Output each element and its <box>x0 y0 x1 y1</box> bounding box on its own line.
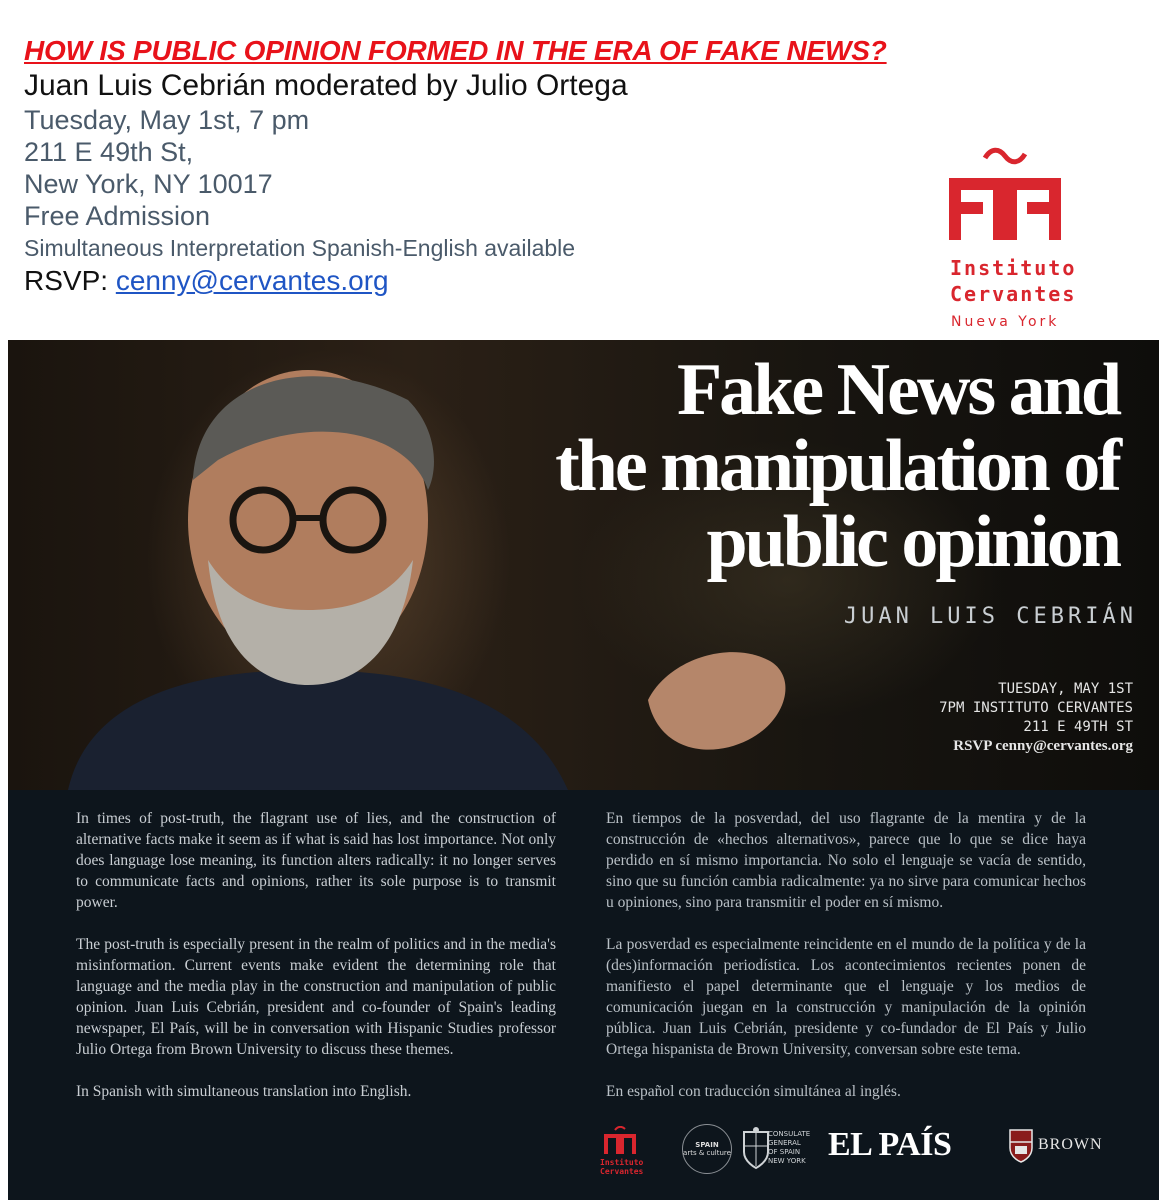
poster-title-line-3: public opinion <box>706 501 1119 583</box>
event-date: Tuesday, May 1st, 7 pm <box>24 105 310 135</box>
rsvp-label: RSVP: <box>24 265 116 296</box>
admission: Free Admission <box>24 201 211 231</box>
rsvp-email-link[interactable]: cenny@cervantes.org <box>115 265 389 296</box>
consulate-logo-text <box>768 1130 810 1166</box>
consulate-line-1: CONSULATE <box>768 1130 811 1138</box>
spanish-description <box>606 808 1086 1123</box>
consulate-line-2: GENERAL <box>768 1139 801 1147</box>
address-line-1: 211 E 49th St, <box>24 137 194 167</box>
english-paragraph-3: In Spanish with simultaneous translation into English. <box>76 1083 412 1100</box>
english-paragraph-2: The post-truth is especially present in the realm of politics and in the media's misinformation. Current events make evident the determining role that language and the media play in the construction and manipulation of public opinion. Juan Luis Cebrián, president and co-founder of Spain's leading newspaper, El País, will be in conversation with Hispanic Studies professor Julio Ortega from Brown University to discuss these themes. <box>76 936 556 1058</box>
speaker-photo <box>8 340 1159 790</box>
poster-date: TUESDAY, MAY 1ST <box>998 681 1133 697</box>
poster-title-line-2: the manipulation of <box>555 425 1119 507</box>
logo-word-nueva-york: Nueva York <box>951 314 1060 330</box>
poster-address: 211 E 49TH ST <box>1023 719 1133 735</box>
spain-logo-line-1: SPAIN <box>695 1141 719 1149</box>
poster-time-venue: 7PM INSTITUTO CERVANTES <box>939 700 1133 716</box>
event-poster <box>8 340 1159 1200</box>
interpretation-note: Simultaneous Interpretation Spanish-English available <box>24 235 576 261</box>
speakers: Juan Luis Cebrián moderated by Julio Ortega <box>24 69 628 102</box>
el-pais-logo: EL PAÍS <box>828 1126 952 1163</box>
spanish-paragraph-2: La posverdad es especialmente reincidente en el mundo de la política y de la (des)información periodística. Los acontecimientos recientes ponen de manifiesto el papel determinante que el lenguaje y los medios de comunicación juegan en la construcción y manipulación de la opinión pública. Juan Luis Cebrián, presidente y co-fundador de El País y Julio Ortega hispanista de Brown University, conversan sobre este tema. <box>606 936 1086 1058</box>
english-paragraph-1: In times of post-truth, the flagrant use of lies, and the construction of alternative facts make it seem as if what is said has lost importance. Not only does language lose meaning, its function alters radically: it no longer serves to communicate facts and opinions, rather its sole purpose is to transmit power. <box>76 810 556 911</box>
consulate-line-3: OF SPAIN <box>768 1148 801 1156</box>
instituto-cervantes-mini-icon <box>600 1126 640 1156</box>
address-line-2: New York, NY 10017 <box>24 169 273 199</box>
sponsor-logos <box>588 1120 1148 1180</box>
spanish-paragraph-3: En español con traducción simultánea al inglés. <box>606 1083 901 1100</box>
spain-logo-line-2: arts & culture <box>683 1149 731 1157</box>
instituto-cervantes-logo <box>925 140 1085 340</box>
poster-title-line-1: Fake News and <box>676 349 1119 431</box>
cervantes-emblem-icon <box>925 140 1085 250</box>
headline: HOW IS PUBLIC OPINION FORMED IN THE ERA OF FAKE NEWS? <box>24 35 887 66</box>
logo-word-instituto: Instituto <box>950 256 1077 280</box>
mini-logo-line-2: Cervantes <box>600 1167 644 1176</box>
logo-word-cervantes: Cervantes <box>950 282 1077 306</box>
mini-logo-text <box>600 1158 643 1176</box>
rsvp-line <box>24 264 1024 298</box>
consulate-line-4: NEW YORK <box>768 1157 806 1165</box>
brown-logo-text: BROWN <box>1038 1136 1103 1153</box>
event-header <box>24 34 1024 298</box>
spanish-paragraph-1: En tiempos de la posverdad, del uso flagrante de la mentira y de la construcción de «hechos alternativos», parece que lo que se dice haya perdido en sí mismo importancia. No solo el lenguaje se vacía de sentido, sino que su función cambia radicalmente: ya no sirve para comunicar hechos u opiniones, sino para transmitir el poder en sí mismo. <box>606 810 1086 911</box>
poster-title <box>359 349 1119 583</box>
poster-event-details <box>939 680 1133 756</box>
spain-arts-culture-logo <box>682 1124 732 1174</box>
poster-rsvp: RSVP cenny@cervantes.org <box>953 738 1133 754</box>
brown-shield-icon <box>1008 1128 1034 1164</box>
english-description <box>76 808 556 1123</box>
poster-author: JUAN LUIS CEBRIÁN <box>843 604 1137 629</box>
mini-logo-line-1: Instituto <box>600 1158 644 1167</box>
